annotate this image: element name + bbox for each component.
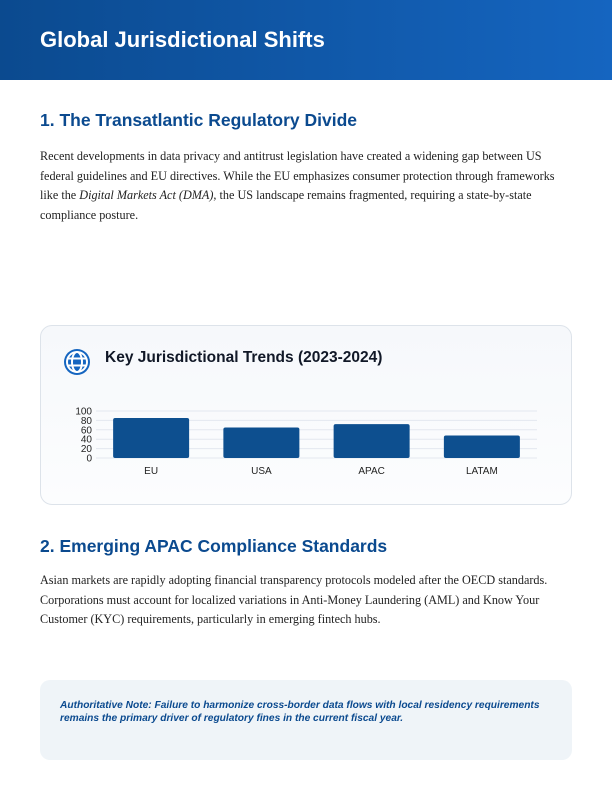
dma-emphasis: Digital Markets Act (DMA)	[79, 188, 214, 202]
y-tick-label: 0	[86, 453, 92, 465]
section-2-heading: 2. Emerging APAC Compliance Standards	[40, 536, 388, 556]
bar-eu	[113, 418, 189, 458]
card-title: Key Jurisdictional Trends (2023-2024)	[105, 349, 383, 366]
y-tick-label: 80	[80, 415, 92, 427]
y-tick-label: 40	[80, 434, 92, 446]
y-tick-label: 60	[80, 425, 92, 437]
section-1-heading: 1. The Transatlantic Regulatory Divide	[40, 110, 358, 130]
bar-chart	[41, 326, 573, 506]
section-1-text-part: Recent developments in data privacy and antitrust legislation have created a widening gap between US federal guidelines and EU directives. While the EU emphasizes consumer protection through frameworks like the	[40, 149, 555, 202]
y-tick-label: 20	[80, 444, 92, 456]
bar-apac	[334, 424, 410, 458]
y-tick-label: 100	[75, 406, 92, 418]
note-text: Authoritative Note: Failure to harmonize cross-border data flows with local residency requirements remains the primary driver of regulatory fines in the current fiscal year.	[60, 700, 540, 724]
authoritative-note	[40, 680, 572, 760]
trends-card	[40, 325, 572, 505]
x-tick-label: EU	[144, 466, 159, 477]
bar-latam	[444, 435, 520, 458]
page-header	[0, 0, 612, 80]
page-title: Global Jurisdictional Shifts	[40, 27, 325, 52]
section-1-text-part: , the US landscape remains fragmented, requiring a state-by-state compliance posture.	[40, 188, 532, 222]
section-1-text	[40, 147, 575, 225]
bar-usa	[223, 427, 299, 458]
x-tick-label: APAC	[358, 466, 385, 477]
x-tick-label: USA	[251, 466, 272, 477]
x-tick-label: LATAM	[465, 466, 498, 477]
section-2-text: Asian markets are rapidly adopting financial transparency protocols modeled after the OECD standards. Corporations must account for localized variations in Anti-Money Laundering (AML) and Know Your Customer (KYC) requirements, particularly in emerging fintech hubs.	[40, 573, 548, 626]
